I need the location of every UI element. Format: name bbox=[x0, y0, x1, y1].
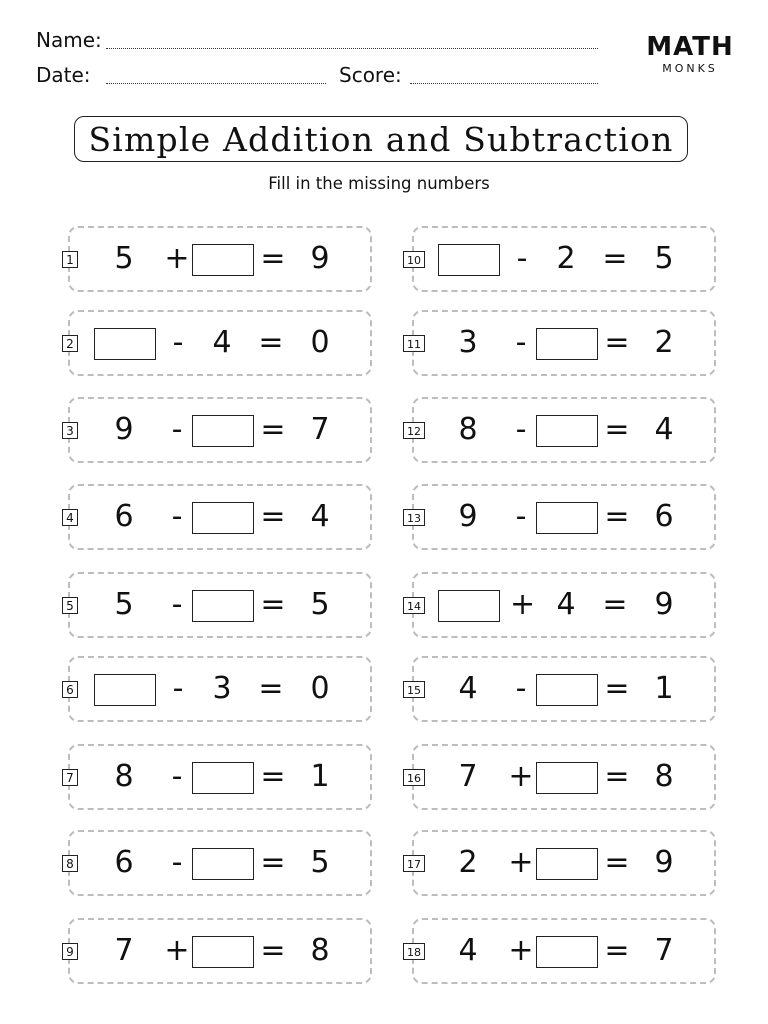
problem-card bbox=[68, 397, 372, 463]
result-value: 9 bbox=[654, 845, 674, 880]
first-operand: 2 bbox=[458, 845, 478, 880]
result-value: 8 bbox=[654, 759, 674, 794]
problem-number: 2 bbox=[62, 335, 78, 352]
equals-sign: = bbox=[604, 933, 630, 968]
problem-card bbox=[407, 656, 716, 722]
problem-card bbox=[407, 484, 716, 550]
first-operand: 7 bbox=[458, 759, 478, 794]
result-value: 1 bbox=[654, 671, 674, 706]
answer-box[interactable] bbox=[192, 415, 254, 447]
date-label: Date: bbox=[36, 63, 91, 87]
operator-sign: + bbox=[164, 933, 190, 968]
result-value: 7 bbox=[310, 412, 330, 447]
answer-box[interactable] bbox=[192, 936, 254, 968]
result-value: 5 bbox=[310, 845, 330, 880]
first-operand: 9 bbox=[114, 412, 134, 447]
answer-box[interactable] bbox=[536, 848, 598, 880]
operator-sign: + bbox=[510, 587, 536, 622]
first-operand: 6 bbox=[114, 499, 134, 534]
name-label: Name: bbox=[36, 28, 102, 52]
problem-number: 9 bbox=[62, 943, 78, 960]
problem-card bbox=[68, 484, 372, 550]
problem-card bbox=[68, 226, 372, 292]
equals-sign: = bbox=[258, 671, 284, 706]
result-value: 2 bbox=[654, 325, 674, 360]
operator-sign: - bbox=[171, 412, 183, 447]
equals-sign: = bbox=[260, 759, 286, 794]
second-operand: 2 bbox=[556, 241, 576, 276]
answer-box[interactable] bbox=[94, 328, 156, 360]
answer-box[interactable] bbox=[536, 415, 598, 447]
answer-box[interactable] bbox=[438, 244, 500, 276]
first-operand: 5 bbox=[114, 241, 134, 276]
equals-sign: = bbox=[604, 499, 630, 534]
answer-box[interactable] bbox=[536, 502, 598, 534]
first-operand: 3 bbox=[458, 325, 478, 360]
problem-number: 1 bbox=[62, 251, 78, 268]
logo-top-text: MATH bbox=[646, 32, 734, 62]
problem-card bbox=[407, 918, 716, 984]
problem-card bbox=[407, 310, 716, 376]
name-field[interactable] bbox=[106, 48, 598, 49]
problem-card bbox=[407, 572, 716, 638]
problem-number: 10 bbox=[403, 251, 425, 268]
equals-sign: = bbox=[260, 587, 286, 622]
problem-number: 14 bbox=[403, 597, 425, 614]
operator-sign: - bbox=[515, 325, 527, 360]
problem-number: 13 bbox=[403, 509, 425, 526]
first-operand: 6 bbox=[114, 845, 134, 880]
answer-box[interactable] bbox=[192, 848, 254, 880]
answer-box[interactable] bbox=[94, 674, 156, 706]
problem-card bbox=[68, 830, 372, 896]
instructions: Fill in the missing numbers bbox=[268, 174, 490, 193]
result-value: 8 bbox=[310, 933, 330, 968]
equals-sign: = bbox=[604, 325, 630, 360]
equals-sign: = bbox=[604, 845, 630, 880]
first-operand: 8 bbox=[458, 412, 478, 447]
answer-box[interactable] bbox=[536, 674, 598, 706]
equals-sign: = bbox=[604, 412, 630, 447]
page-title: Simple Addition and Subtraction bbox=[74, 116, 688, 162]
problem-number: 3 bbox=[62, 422, 78, 439]
problem-number: 18 bbox=[403, 943, 425, 960]
result-value: 4 bbox=[654, 412, 674, 447]
problem-number: 6 bbox=[62, 681, 78, 698]
problem-card bbox=[68, 918, 372, 984]
score-label: Score: bbox=[339, 63, 402, 87]
problem-number: 11 bbox=[403, 335, 425, 352]
result-value: 6 bbox=[654, 499, 674, 534]
problem-card bbox=[407, 744, 716, 810]
problem-number: 12 bbox=[403, 422, 425, 439]
problem-number: 8 bbox=[62, 855, 78, 872]
problem-card bbox=[68, 572, 372, 638]
operator-sign: + bbox=[508, 759, 534, 794]
operator-sign: - bbox=[171, 587, 183, 622]
equals-sign: = bbox=[260, 241, 286, 276]
answer-box[interactable] bbox=[536, 936, 598, 968]
equals-sign: = bbox=[260, 412, 286, 447]
first-operand: 4 bbox=[458, 671, 478, 706]
problem-number: 7 bbox=[62, 769, 78, 786]
problem-card bbox=[407, 830, 716, 896]
equals-sign: = bbox=[260, 499, 286, 534]
result-value: 0 bbox=[310, 671, 330, 706]
result-value: 5 bbox=[310, 587, 330, 622]
operator-sign: - bbox=[171, 499, 183, 534]
problem-number: 17 bbox=[403, 855, 425, 872]
operator-sign: - bbox=[515, 499, 527, 534]
brand-logo bbox=[644, 34, 736, 75]
problem-number: 16 bbox=[403, 769, 425, 786]
equals-sign: = bbox=[604, 671, 630, 706]
result-value: 0 bbox=[310, 325, 330, 360]
first-operand: 7 bbox=[114, 933, 134, 968]
equals-sign: = bbox=[604, 759, 630, 794]
second-operand: 4 bbox=[212, 325, 232, 360]
equals-sign: = bbox=[602, 241, 628, 276]
first-operand: 5 bbox=[114, 587, 134, 622]
problem-card bbox=[68, 310, 372, 376]
date-field[interactable] bbox=[106, 83, 326, 84]
first-operand: 9 bbox=[458, 499, 478, 534]
first-operand: 4 bbox=[458, 933, 478, 968]
operator-sign: + bbox=[164, 241, 190, 276]
answer-box[interactable] bbox=[438, 590, 500, 622]
logo-bottom-text: MONKS bbox=[662, 62, 718, 75]
operator-sign: + bbox=[508, 933, 534, 968]
result-value: 5 bbox=[654, 241, 674, 276]
equals-sign: = bbox=[260, 933, 286, 968]
second-operand: 3 bbox=[212, 671, 232, 706]
operator-sign: - bbox=[516, 241, 528, 276]
equals-sign: = bbox=[260, 845, 286, 880]
operator-sign: - bbox=[172, 671, 184, 706]
operator-sign: - bbox=[515, 671, 527, 706]
problem-number: 5 bbox=[62, 597, 78, 614]
problem-card bbox=[68, 744, 372, 810]
result-value: 7 bbox=[654, 933, 674, 968]
first-operand: 8 bbox=[114, 759, 134, 794]
second-operand: 4 bbox=[556, 587, 576, 622]
problem-number: 4 bbox=[62, 509, 78, 526]
answer-box[interactable] bbox=[192, 762, 254, 794]
operator-sign: - bbox=[515, 412, 527, 447]
operator-sign: - bbox=[172, 325, 184, 360]
problem-card bbox=[407, 226, 716, 292]
answer-box[interactable] bbox=[536, 762, 598, 794]
result-value: 1 bbox=[310, 759, 330, 794]
operator-sign: - bbox=[171, 759, 183, 794]
result-value: 9 bbox=[654, 587, 674, 622]
answer-box[interactable] bbox=[192, 244, 254, 276]
score-field[interactable] bbox=[410, 83, 598, 84]
answer-box[interactable] bbox=[192, 502, 254, 534]
operator-sign: - bbox=[171, 845, 183, 880]
answer-box[interactable] bbox=[536, 328, 598, 360]
answer-box[interactable] bbox=[192, 590, 254, 622]
operator-sign: + bbox=[508, 845, 534, 880]
result-value: 4 bbox=[310, 499, 330, 534]
result-value: 9 bbox=[310, 241, 330, 276]
problem-card bbox=[68, 656, 372, 722]
equals-sign: = bbox=[258, 325, 284, 360]
problem-number: 15 bbox=[403, 681, 425, 698]
problem-card bbox=[407, 397, 716, 463]
equals-sign: = bbox=[602, 587, 628, 622]
